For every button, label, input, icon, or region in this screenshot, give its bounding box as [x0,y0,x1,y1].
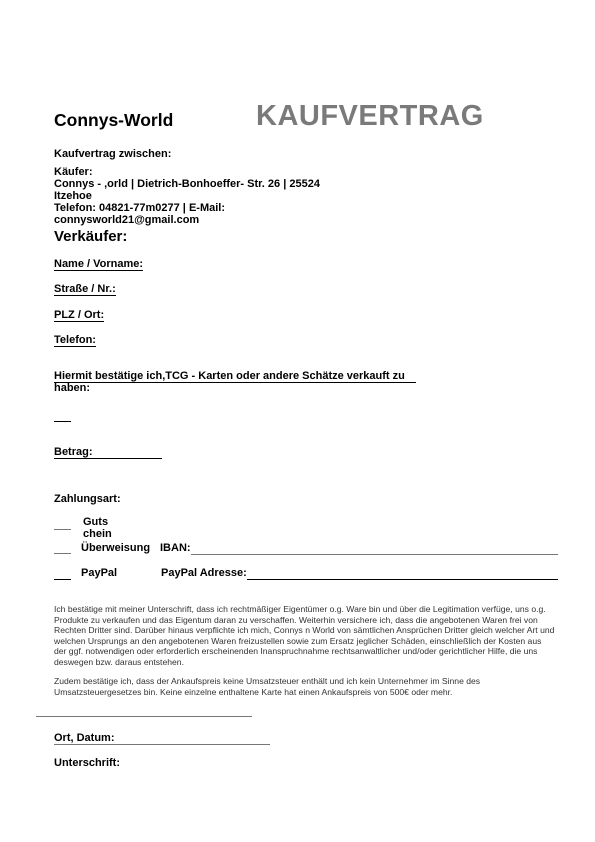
buyer-address-line1: Connys - ,orld | Dietrich-Bonhoeffer- Str. 26 | 25524 [54,178,320,190]
seller-street-label: Straße / Nr.: [54,283,116,295]
voucher-label-line2: chein [83,528,112,540]
seller-phone-underline [54,346,96,347]
legal-para1-line: der ggf. notwendigen oder erforderlich erscheinenden Inanspruchnahme rechtsanwaltlicher und/oder gerichtlicher Hilfe, die uns [54,646,538,657]
place-date-label: Ort, Datum: [54,732,115,744]
confirmation-line2: haben: [54,382,91,394]
legal-para1-line: Ich bestätige mit meiner Unterschrift, dass ich rechtmäßiger Eigentümer o.g. Ware bin und über die Legitimation verfüge, uns o.g. [54,604,546,614]
seller-street-underline [54,295,116,296]
legal-para2-line: Zudem bestätige ich, dass der Ankaufspreis keine Umsatzsteuer enthält und ich kein Unternehmer im Sinne des [54,676,481,686]
buyer-email: connysworld21@gmail.com [54,214,200,226]
amount-label: Betrag: [54,446,93,458]
paypal-address-input-line[interactable] [247,579,558,580]
legal-para1-line: Rechten Dritter sind. Darüber hinaus verpflichte ich mich, Connys n World von sämtlichen Ansprüchen Dritter gleich welcher Art und [54,625,555,636]
seller-phone-label: Telefon: [54,334,96,346]
transfer-label: Überweisung [81,542,151,554]
seller-zip-label: PLZ / Ort: [54,309,105,321]
legal-paragraph-2 [54,676,480,697]
paypal-address-label: PayPal Adresse: [161,567,247,579]
legal-para1-line: welchen Ursprungs an den angebotenen Waren freizustellen sowie zum Ersatz jeglicher Schäden, einschließlich der Kosten aus [54,635,542,646]
buyer-address-line2: Itzehoe [54,190,92,202]
document-title: KAUFVERTRAG [256,100,484,132]
paypal-label: PayPal [81,567,118,579]
voucher-label-line1: Guts [83,516,109,528]
amount-underline[interactable] [54,458,162,459]
voucher-checkbox-line[interactable] [54,529,71,530]
seller-name-underline [54,270,143,271]
iban-input-line[interactable] [191,554,558,555]
confirmation-underline [54,382,416,383]
iban-label: IBAN: [160,542,191,554]
confirmation-line1: Hiermit bestätige ich,TCG - Karten oder andere Schätze verkauft zu [54,370,405,382]
signature-separator [36,716,252,717]
seller-name-label: Name / Vorname: [54,258,144,270]
seller-zip-underline [54,321,104,322]
legal-para2-line: Umsatzsteuergesetzes bin. Keine einzelne enthaltene Karte hat einen Ankaufspreis von 500€ oder mehr. [54,686,453,697]
legal-para1-line: deswegen bzw. daraus entstehen. [54,656,184,667]
company-name: Connys-World [54,110,174,130]
legal-paragraph-1 [54,604,554,668]
seller-heading: Verkäufer: [54,228,128,245]
legal-para1-line: Produkte zu verkaufen und das Eigentum daran zu verschaffen. Weiterhin versichere ich, dass die angebotenen Waren frei von [54,614,538,625]
buyer-label: Käufer: [54,166,93,178]
contract-between-label: Kaufvertrag zwischen: [54,148,172,160]
payment-method-label: Zahlungsart: [54,493,121,505]
buyer-contact-line: Telefon: 04821-77m0277 | E-Mail: [54,202,225,214]
items-blank-line[interactable] [54,421,71,422]
place-date-input-line[interactable] [54,744,270,745]
transfer-checkbox-line[interactable] [54,553,71,554]
paypal-checkbox-line[interactable] [54,579,71,580]
signature-label: Unterschrift: [54,757,121,769]
